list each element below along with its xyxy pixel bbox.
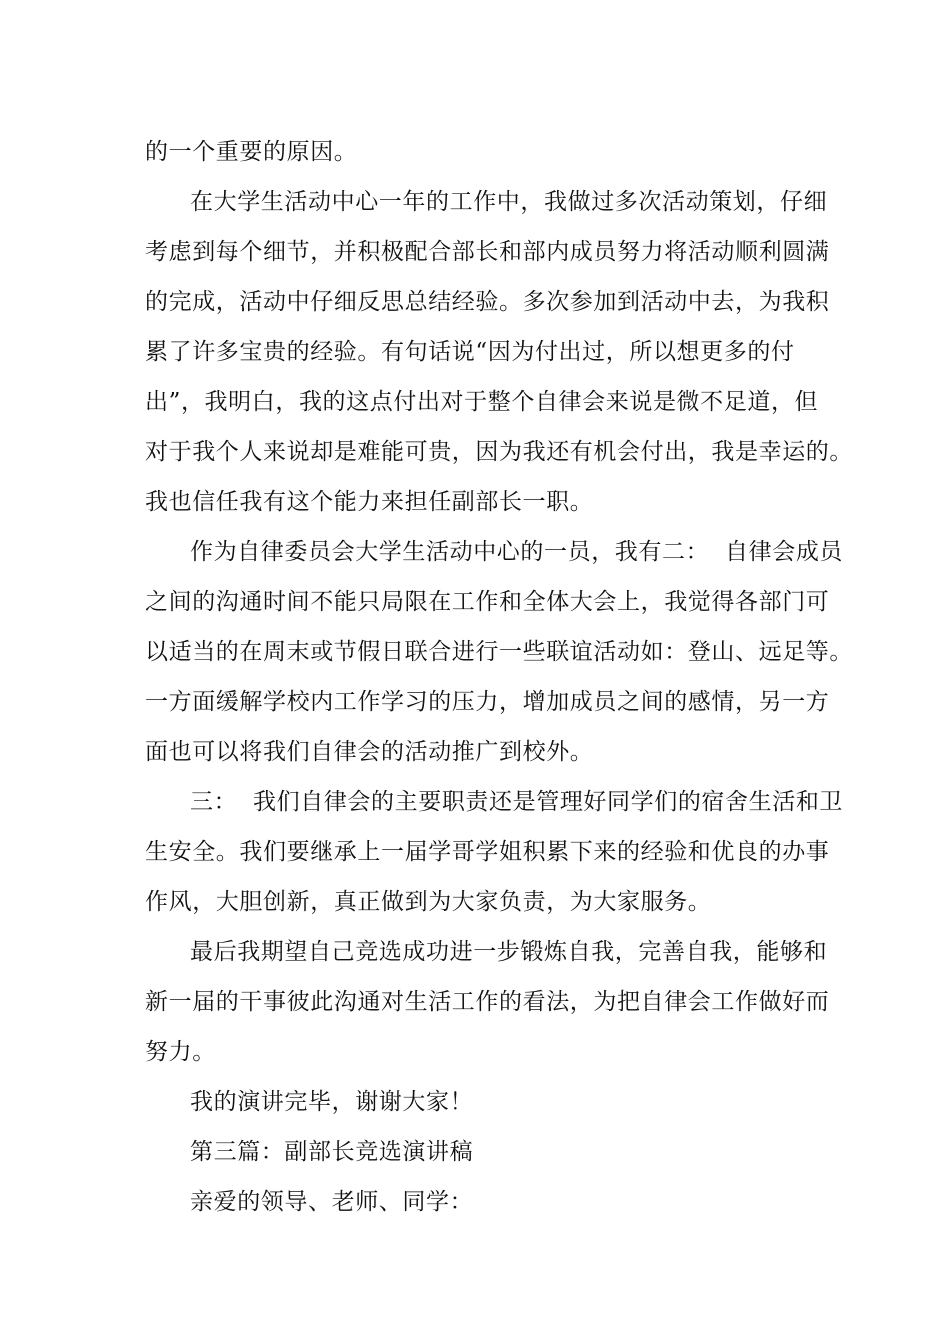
text-line: 的完成，活动中仔细反思总结经验。多次参加到活动中去，为我积 xyxy=(145,289,830,315)
text-line: 生安全。我们要继承上一届学哥学姐积累下来的经验和优良的办事 xyxy=(145,839,830,865)
paragraph-start-line: 作为自律委员会大学生活动中心的一员，我有二： 自律会成员 xyxy=(190,539,844,565)
paragraph-start-line: 最后我期望自己竞选成功进一步锻炼自我，完善自我，能够和 xyxy=(190,939,828,965)
section-heading: 第三篇：副部长竞选演讲稿 xyxy=(190,1139,474,1165)
text-line: 出”，我明白，我的这点付出对于整个自律会来说是微不足道，但 xyxy=(145,389,819,415)
text-line: 之间的沟通时间不能只局限在工作和全体大会上，我觉得各部门可 xyxy=(145,589,830,615)
text-line: 作风，大胆创新，真正做到为大家负责，为大家服务。 xyxy=(145,889,712,915)
text-line: 我也信任我有这个能力来担任副部长一职。 xyxy=(145,489,594,515)
salutation-line: 亲爱的领导、老师、同学： xyxy=(190,1189,474,1215)
text-line: 的一个重要的原因。 xyxy=(145,139,358,165)
text-line: 以适当的在周末或节假日联合进行一些联谊活动如：登山、远足等。 xyxy=(145,639,853,665)
text-line: 一方面缓解学校内工作学习的压力，增加成员之间的感情，另一方 xyxy=(145,689,830,715)
text-line: 累了许多宝贵的经验。有句话说“因为付出过，所以想更多的付 xyxy=(145,339,795,365)
text-line: 对于我个人来说却是难能可贵，因为我还有机会付出，我是幸运的。 xyxy=(145,439,853,465)
text-line: 面也可以将我们自律会的活动推广到校外。 xyxy=(145,739,594,765)
text-line: 新一届的干事彼此沟通对生活工作的看法，为把自律会工作做好而 xyxy=(145,989,830,1015)
paragraph-start-line: 三： 我们自律会的主要职责还是管理好同学们的宿舍生活和卫 xyxy=(190,789,844,815)
paragraph-start-line: 在大学生活动中心一年的工作中，我做过多次活动策划，仔细 xyxy=(190,189,828,215)
text-line: 考虑到每个细节，并积极配合部长和部内成员努力将活动顺利圆满 xyxy=(145,239,830,265)
closing-line: 我的演讲完毕，谢谢大家！ xyxy=(190,1089,474,1115)
text-line: 努力。 xyxy=(145,1039,216,1065)
